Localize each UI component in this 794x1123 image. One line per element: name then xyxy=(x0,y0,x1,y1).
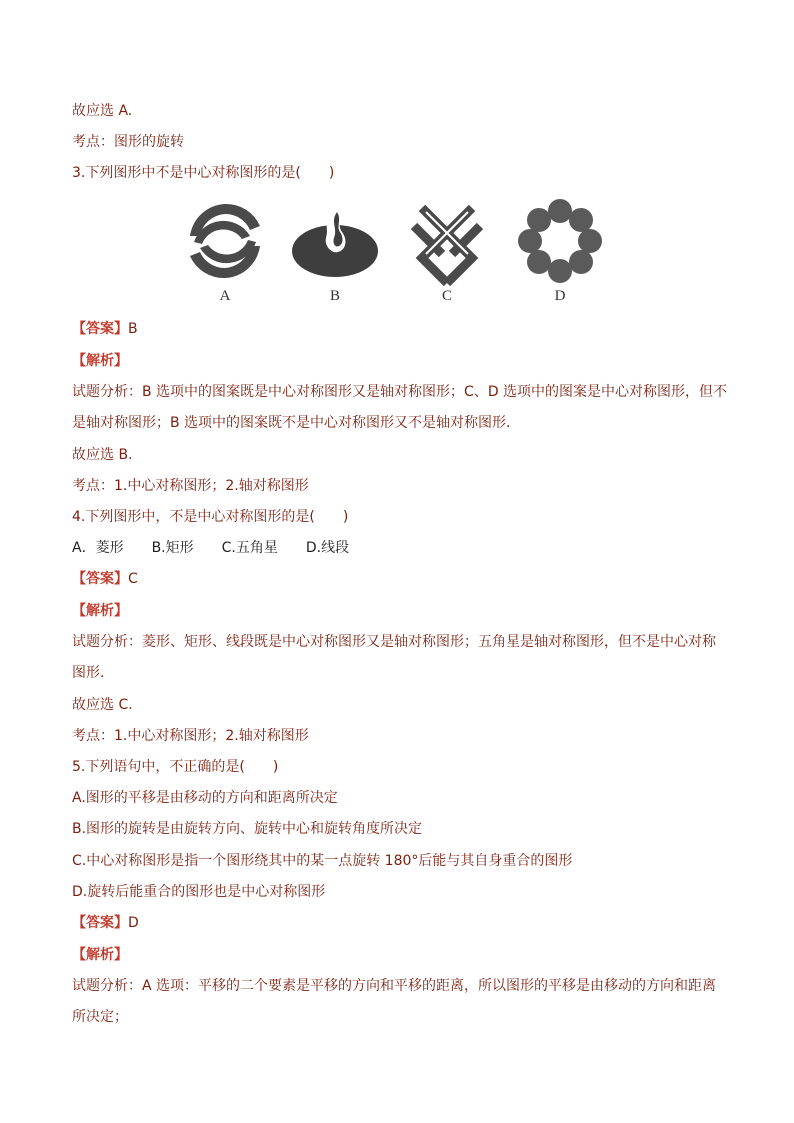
text-line: 所决定； xyxy=(72,1009,128,1025)
analysis-row xyxy=(72,946,128,964)
figure-a xyxy=(180,196,270,306)
figure-b xyxy=(290,196,380,306)
text-line: 试题分析：B 选项中的图案既是中心对称图形又是轴对称图形；C、D 选项中的图案是中心对称图形，但不 xyxy=(72,384,728,400)
text-line: 故应选 A. xyxy=(72,103,133,119)
answer-value: B xyxy=(128,321,138,337)
figure-c-label: C xyxy=(441,288,452,304)
text-line: 故应选 B. xyxy=(72,447,133,463)
question-3: 3.下列图形中不是中心对称图形的是( ) xyxy=(72,165,335,181)
answer-label: 【答案】 xyxy=(72,571,128,587)
text-line: 考点：1.中心对称图形；2.轴对称图形 xyxy=(72,478,309,494)
analysis-label: 【解析】 xyxy=(72,353,128,369)
figure-c-icon xyxy=(402,196,492,286)
answer-row xyxy=(72,320,138,338)
text-line: 试题分析：菱形、矩形、线段既是中心对称图形又是轴对称图形；五角星是轴对称图形，但不是中心对称 xyxy=(72,634,716,650)
text-line: 考点：1.中心对称图形；2.轴对称图形 xyxy=(72,728,309,744)
analysis-row xyxy=(72,352,128,370)
answer-row xyxy=(72,570,138,588)
analysis-row xyxy=(72,602,128,620)
option-line: B.图形的旋转是由旋转方向、旋转中心和旋转角度所决定 xyxy=(72,821,423,837)
text-line: 图形. xyxy=(72,665,105,681)
question-4: 4.下列图形中，不是中心对称图形的是( ) xyxy=(72,509,349,525)
answer-label: 【答案】 xyxy=(72,915,128,931)
figure-b-icon xyxy=(290,196,380,286)
answer-value: C xyxy=(128,571,138,587)
analysis-label: 【解析】 xyxy=(72,947,128,963)
answer-row xyxy=(72,914,139,932)
option-line: C.中心对称图形是指一个图形绕其中的某一点旋转 180°后能与其自身重合的图形 xyxy=(72,853,573,869)
text-line: 是轴对称图形；B 选项中的图案既不是中心对称图形又不是轴对称图形. xyxy=(72,415,511,431)
figure-a-icon xyxy=(180,196,270,286)
question-5: 5.下列语句中，不正确的是( ) xyxy=(72,759,279,775)
answer-label: 【答案】 xyxy=(72,321,128,337)
option-line: A.图形的平移是由移动的方向和距离所决定 xyxy=(72,790,338,806)
question-4-options: A．菱形 B.矩形 C.五角星 D.线段 xyxy=(72,540,350,556)
figure-c xyxy=(402,196,492,306)
figure-b-label: B xyxy=(329,288,340,304)
figure-a-label: A xyxy=(219,288,231,304)
text-line: 考点：图形的旋转 xyxy=(72,134,184,150)
option-line: D.旋转后能重合的图形也是中心对称图形 xyxy=(72,884,326,900)
answer-value: D xyxy=(128,915,139,931)
figure-d-label: D xyxy=(554,288,566,304)
figure-d xyxy=(515,196,605,306)
figure-row xyxy=(180,196,620,316)
text-line: 试题分析：A 选项：平移的二个要素是平移的方向和平移的距离，所以图形的平移是由移动的方向和距离 xyxy=(72,978,717,994)
figure-d-icon xyxy=(515,196,605,286)
analysis-label: 【解析】 xyxy=(72,603,128,619)
text-line: 故应选 C. xyxy=(72,697,133,713)
